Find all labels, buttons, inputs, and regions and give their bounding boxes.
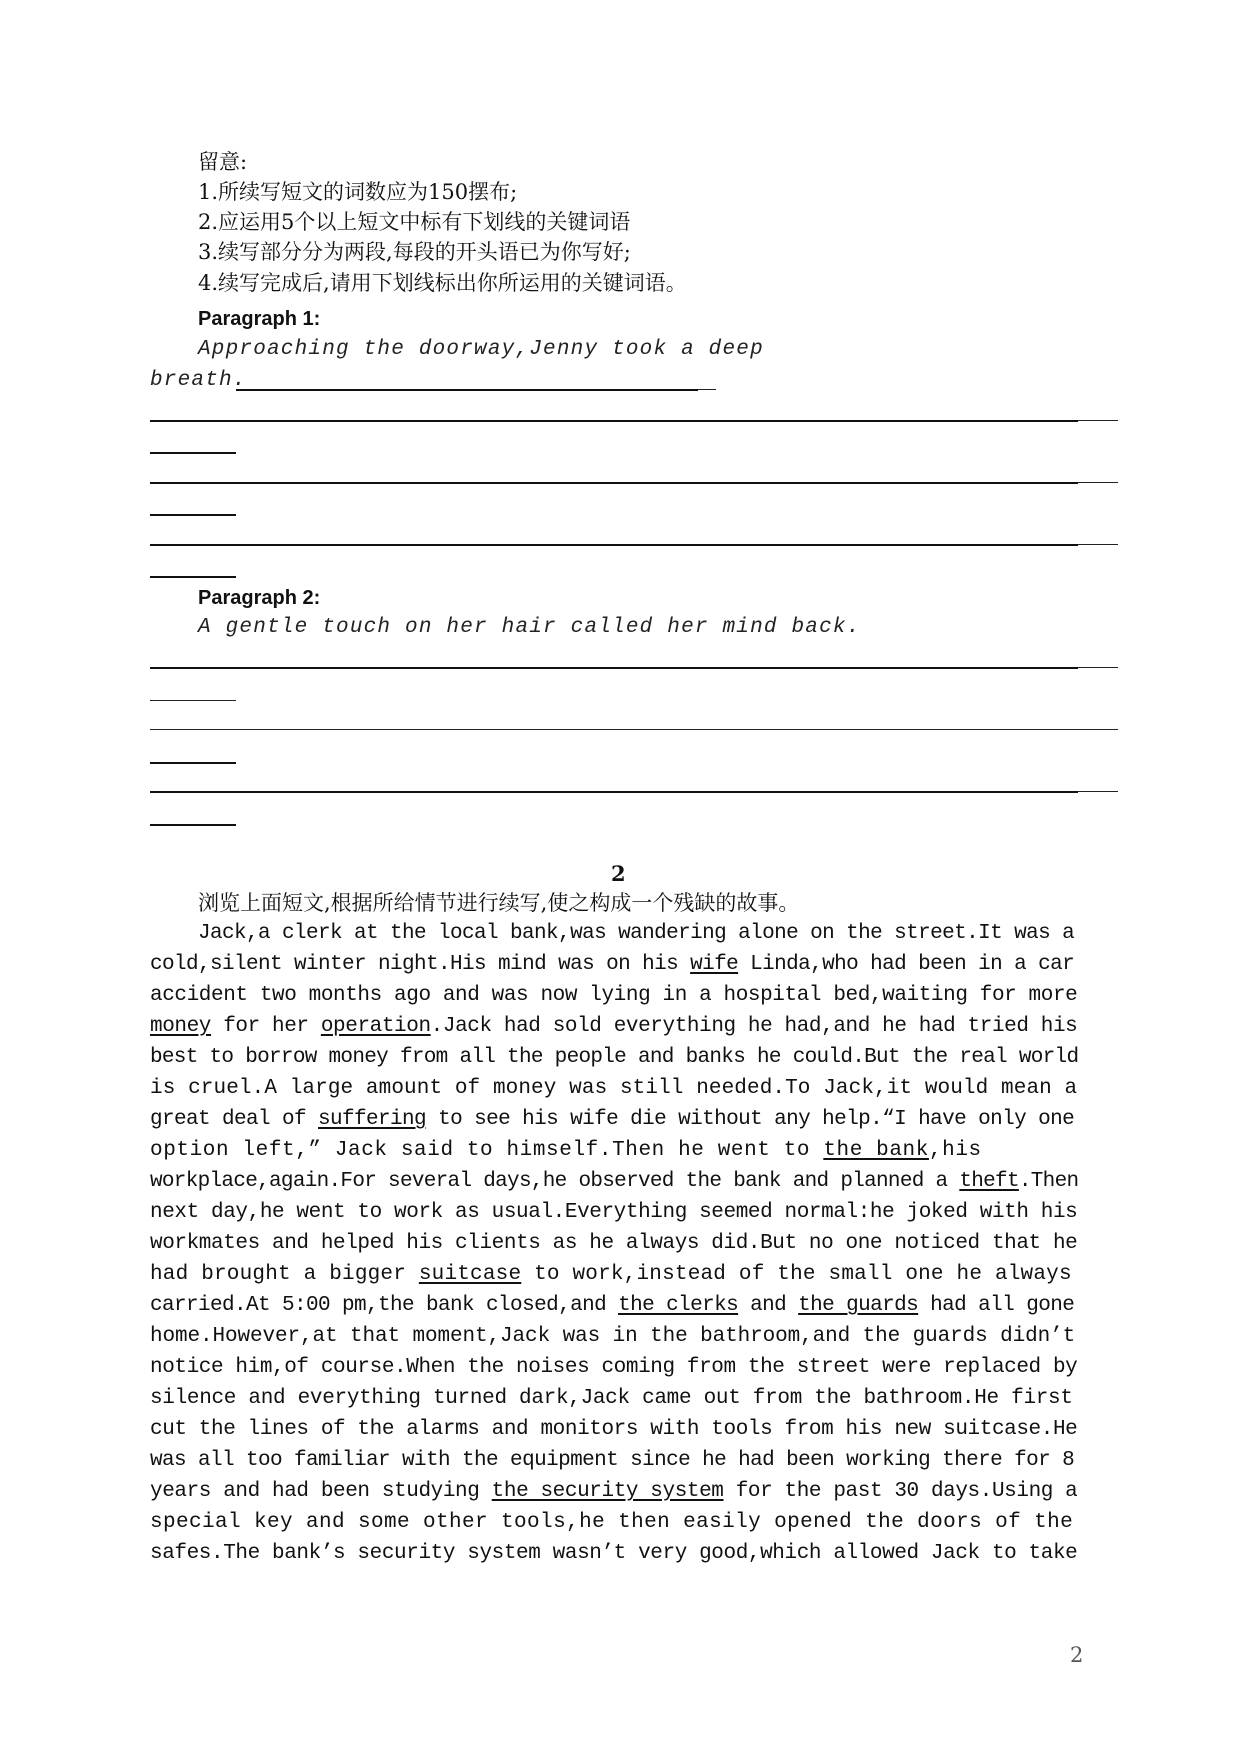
story-text: .Then — [1018, 1170, 1079, 1193]
story-text: is cruel.A large amount of money was still needed.To Jack,it would mean a — [150, 1077, 1078, 1100]
story-line — [150, 1480, 1078, 1504]
writing-line — [150, 544, 1078, 546]
section-instruction: 浏览上面短文,根据所给情节进行续写,使之构成一个残缺的故事。 — [198, 891, 800, 915]
writing-line — [698, 389, 716, 390]
paragraph1-label: Paragraph 1: — [198, 308, 321, 330]
story-text: carried.At 5:00 pm,the bank closed,and — [150, 1294, 619, 1317]
note-item-3: 3.续写部分分为两段,每段的开头语已为你写好; — [198, 240, 631, 264]
writing-line — [150, 452, 236, 454]
story-text: best to borrow money from all the people and banks he could.But the real world — [150, 1046, 1079, 1069]
note-item-1: 1.所续写短文的词数应为150摆布; — [198, 180, 518, 204]
story-text: to work,instead of the small one he always — [521, 1263, 1072, 1286]
story-line — [150, 1511, 1078, 1535]
story-text: safes.The bank’s security system wasn’t very good,which allowed Jack to take — [150, 1542, 1078, 1565]
writing-line — [150, 576, 236, 578]
story-text: to see his wife die without any help.“I have only one — [426, 1108, 1075, 1131]
story-line — [150, 1325, 1078, 1349]
story-line — [150, 953, 1078, 977]
keyword-underlined: suffering — [318, 1108, 427, 1131]
story-line — [150, 1418, 1078, 1442]
story-line — [150, 1294, 1078, 1318]
keyword-underlined: the guards — [798, 1294, 919, 1317]
paragraph1-starter-line2: breath. — [150, 369, 247, 392]
story-text: and — [738, 1294, 799, 1317]
story-text: for her — [211, 1015, 321, 1038]
writing-line — [150, 791, 1078, 793]
keyword-underlined: the bank — [823, 1139, 929, 1162]
note-item-4: 4.续写完成后,请用下划线标出你所运用的关键词语。 — [198, 271, 687, 295]
story-text: workmates and helped his clients as he always did.But no one noticed that he — [150, 1232, 1078, 1255]
story-text: silence and everything turned dark,Jack came out from the bathroom.He first — [150, 1387, 1073, 1410]
writing-line — [150, 420, 1078, 422]
story-text: years and had been studying — [150, 1480, 492, 1503]
writing-line — [1078, 482, 1118, 483]
story-text: next day,he went to work as usual.Everything seemed normal:he joked with his — [150, 1201, 1078, 1224]
story-line — [150, 984, 1078, 1008]
writing-line — [150, 762, 236, 764]
keyword-underlined: money — [150, 1015, 212, 1038]
story-line — [150, 1046, 1078, 1070]
writing-line — [1078, 791, 1118, 792]
writing-line — [1078, 729, 1118, 730]
writing-line — [150, 482, 1078, 484]
story-text: ,his — [928, 1139, 982, 1162]
story-text: workplace,again.For several days,he observed the bank and planned a — [150, 1170, 960, 1193]
story-text: Linda,who had been in a car — [738, 953, 1075, 976]
story-text: had brought a bigger — [150, 1263, 419, 1286]
story-text: .Jack had sold everything he had,and he had tried his — [430, 1015, 1078, 1038]
writing-line — [150, 667, 1078, 669]
story-line — [150, 1263, 1078, 1287]
story-text: special key and some other tools,he then easily opened the doors of the — [150, 1511, 1074, 1534]
keyword-underlined: the clerks — [618, 1294, 739, 1317]
writing-line — [1078, 667, 1118, 668]
story-line — [150, 1139, 1078, 1163]
section-number: 2 — [611, 861, 626, 886]
keyword-underlined: wife — [690, 953, 739, 976]
story-line — [150, 1077, 1078, 1101]
story-line — [150, 1387, 1078, 1411]
story-text: was all too familiar with the equipment since he had been working there for 8 — [150, 1449, 1075, 1472]
story-text: option left,” Jack said to himself.Then he went to — [150, 1139, 824, 1162]
keyword-underlined: operation — [320, 1015, 431, 1038]
keyword-underlined: the security system — [491, 1480, 724, 1503]
story-text: great deal of — [150, 1108, 319, 1131]
story-line — [150, 1232, 1078, 1256]
story-line — [150, 1170, 1078, 1194]
paragraph2-label: Paragraph 2: — [198, 587, 321, 609]
page-number: 2 — [1070, 1643, 1084, 1667]
writing-line — [236, 389, 698, 391]
notes-heading: 留意: — [198, 150, 248, 174]
story-text: had all gone — [918, 1294, 1075, 1317]
story-text: accident two months ago and was now lying in a hospital bed,waiting for more — [150, 984, 1078, 1007]
story-text: for the past 30 days.Using a — [723, 1480, 1078, 1503]
writing-line — [150, 824, 236, 826]
keyword-underlined: suitcase — [418, 1263, 522, 1286]
story-line — [150, 1356, 1078, 1380]
paragraph1-starter-line1: Approaching the doorway,Jenny took a deep — [198, 338, 764, 361]
story-line — [150, 1015, 1078, 1039]
writing-line — [150, 729, 1078, 730]
story-text: cut the lines of the alarms and monitors with tools from his new suitcase.He — [150, 1418, 1078, 1441]
writing-line — [1078, 544, 1118, 545]
paragraph2-starter: A gentle touch on her hair called her mind back. — [198, 616, 861, 639]
writing-line — [150, 514, 236, 516]
keyword-underlined: theft — [959, 1170, 1019, 1193]
story-text: Jack,a clerk at the local bank,was wandering alone on the street.It was a — [198, 922, 1075, 945]
note-item-2: 2.应运用5个以上短文中标有下划线的关键词语 — [198, 210, 631, 234]
writing-line — [150, 700, 236, 701]
story-text: notice him,of course.When the noises coming from the street were replaced by — [150, 1356, 1078, 1379]
writing-line — [1078, 420, 1118, 421]
story-line — [150, 1542, 1078, 1566]
story-line — [150, 1108, 1078, 1132]
story-text: home.However,at that moment,Jack was in the bathroom,and the guards didn’t — [150, 1325, 1076, 1348]
story-line — [150, 1201, 1078, 1225]
story-line — [198, 922, 1078, 946]
story-line — [150, 1449, 1078, 1473]
story-text: cold,silent winter night.His mind was on his — [150, 953, 691, 976]
